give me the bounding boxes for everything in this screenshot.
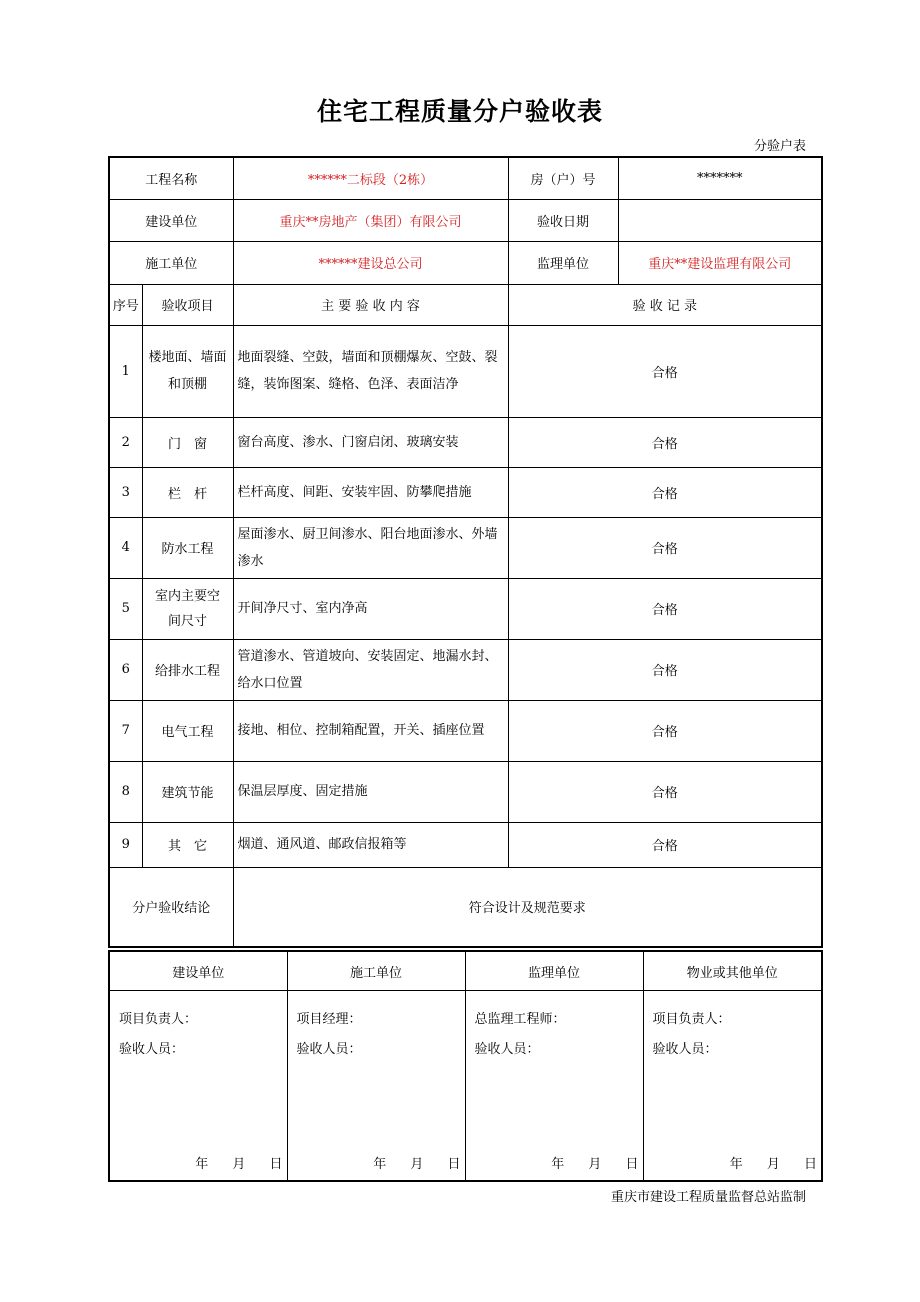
table-row bbox=[109, 467, 822, 517]
row-content: 烟道、通风道、邮政信报箱等 bbox=[233, 822, 508, 867]
signature-table bbox=[108, 950, 823, 1182]
row-item: 楼地面、墙面和顶棚 bbox=[142, 325, 233, 417]
row-content: 屋面渗水、厨卫间渗水、阳台地面渗水、外墙渗水 bbox=[233, 517, 508, 578]
row-content: 开间净尺寸、室内净高 bbox=[233, 578, 508, 639]
sig-line1: 总监理工程师： bbox=[474, 1012, 566, 1027]
page-title: 住宅工程质量分户验收表 bbox=[316, 97, 603, 126]
sig-date: 年 月 日 bbox=[729, 1157, 817, 1172]
project-name-label: 工程名称 bbox=[109, 157, 233, 199]
row-seq: 4 bbox=[109, 517, 142, 578]
row-seq: 3 bbox=[109, 467, 142, 517]
sig-header-builder: 建设单位 bbox=[109, 951, 287, 991]
sig-line2: 验收人员： bbox=[474, 1042, 540, 1057]
row-record: 合格 bbox=[508, 578, 822, 639]
project-name-value: ******二标段（2栋） bbox=[233, 157, 508, 199]
row-item: 电气工程 bbox=[142, 700, 233, 761]
signature-header-row bbox=[109, 951, 822, 991]
room-value: ******* bbox=[618, 157, 822, 199]
form-code: 分验户表 bbox=[753, 139, 806, 154]
contractor-value: ******建设总公司 bbox=[233, 241, 508, 284]
sig-header-supervisor: 监理单位 bbox=[465, 951, 643, 991]
row-record: 合格 bbox=[508, 639, 822, 700]
sig-cell-builder bbox=[109, 991, 287, 1182]
row-item: 栏 杆 bbox=[142, 467, 233, 517]
sig-line2: 验收人员： bbox=[652, 1042, 718, 1057]
row-item: 其 它 bbox=[142, 822, 233, 867]
sig-cell-supervisor bbox=[465, 991, 643, 1182]
sig-cell-contractor bbox=[287, 991, 465, 1182]
table-row bbox=[109, 761, 822, 822]
row-content: 窗台高度、渗水、门窗启闭、玻璃安装 bbox=[233, 417, 508, 467]
info-row-builder bbox=[109, 199, 822, 241]
info-row-contractor bbox=[109, 241, 822, 284]
conclusion-value: 符合设计及规范要求 bbox=[233, 867, 822, 947]
row-content: 管道渗水、管道坡向、安装固定、地漏水封、给水口位置 bbox=[233, 639, 508, 700]
sig-line2: 验收人员： bbox=[296, 1042, 362, 1057]
signature-body-row bbox=[109, 991, 822, 1182]
row-content: 栏杆高度、间距、安装牢固、防攀爬措施 bbox=[233, 467, 508, 517]
info-row-project bbox=[109, 157, 822, 199]
row-record: 合格 bbox=[508, 761, 822, 822]
row-record: 合格 bbox=[508, 517, 822, 578]
sig-header-property: 物业或其他单位 bbox=[643, 951, 822, 991]
date-value bbox=[618, 199, 822, 241]
inspection-table bbox=[108, 156, 823, 948]
row-seq: 6 bbox=[109, 639, 142, 700]
row-item: 门 窗 bbox=[142, 417, 233, 467]
conclusion-label: 分户验收结论 bbox=[109, 867, 233, 947]
table-row bbox=[109, 517, 822, 578]
contractor-label: 施工单位 bbox=[109, 241, 233, 284]
sig-date: 年 月 日 bbox=[373, 1157, 461, 1172]
table-row bbox=[109, 578, 822, 639]
sig-line1: 项目经理： bbox=[296, 1012, 362, 1027]
builder-value: 重庆**房地产（集团）有限公司 bbox=[233, 199, 508, 241]
row-content: 接地、相位、控制箱配置，开关、插座位置 bbox=[233, 700, 508, 761]
col-seq: 序号 bbox=[109, 284, 142, 325]
room-label: 房（户）号 bbox=[508, 157, 618, 199]
sig-date: 年 月 日 bbox=[195, 1157, 283, 1172]
row-record: 合格 bbox=[508, 700, 822, 761]
col-record: 验 收 记 录 bbox=[508, 284, 822, 325]
row-seq: 5 bbox=[109, 578, 142, 639]
column-header-row bbox=[109, 284, 822, 325]
row-record: 合格 bbox=[508, 417, 822, 467]
sig-line2: 验收人员： bbox=[119, 1042, 185, 1057]
row-record: 合格 bbox=[508, 325, 822, 417]
sig-cell-property bbox=[643, 991, 822, 1182]
row-content: 地面裂缝、空鼓，墙面和顶棚爆灰、空鼓、裂缝，装饰图案、缝格、色泽、表面洁净 bbox=[233, 325, 508, 417]
row-seq: 1 bbox=[109, 325, 142, 417]
sig-line1: 项目负责人： bbox=[119, 1012, 198, 1027]
date-label: 验收日期 bbox=[508, 199, 618, 241]
table-row bbox=[109, 700, 822, 761]
sig-date: 年 月 日 bbox=[551, 1157, 639, 1172]
supervisor-label: 监理单位 bbox=[508, 241, 618, 284]
sig-line1: 项目负责人： bbox=[652, 1012, 731, 1027]
sig-header-contractor: 施工单位 bbox=[287, 951, 465, 991]
row-record: 合格 bbox=[508, 467, 822, 517]
row-item: 防水工程 bbox=[142, 517, 233, 578]
table-row bbox=[109, 822, 822, 867]
row-item: 给排水工程 bbox=[142, 639, 233, 700]
builder-label: 建设单位 bbox=[109, 199, 233, 241]
row-seq: 9 bbox=[109, 822, 142, 867]
row-item: 建筑节能 bbox=[142, 761, 233, 822]
table-row bbox=[109, 325, 822, 417]
row-seq: 7 bbox=[109, 700, 142, 761]
supervisor-value: 重庆**建设监理有限公司 bbox=[618, 241, 822, 284]
table-row bbox=[109, 417, 822, 467]
row-seq: 2 bbox=[109, 417, 142, 467]
footer-issuer: 重庆市建设工程质量监督总站监制 bbox=[610, 1190, 806, 1205]
conclusion-row bbox=[109, 867, 822, 947]
col-item: 验收项目 bbox=[142, 284, 233, 325]
col-content: 主 要 验 收 内 容 bbox=[233, 284, 508, 325]
row-item: 室内主要空间尺寸 bbox=[142, 578, 233, 639]
table-row bbox=[109, 639, 822, 700]
row-content: 保温层厚度、固定措施 bbox=[233, 761, 508, 822]
row-seq: 8 bbox=[109, 761, 142, 822]
row-record: 合格 bbox=[508, 822, 822, 867]
